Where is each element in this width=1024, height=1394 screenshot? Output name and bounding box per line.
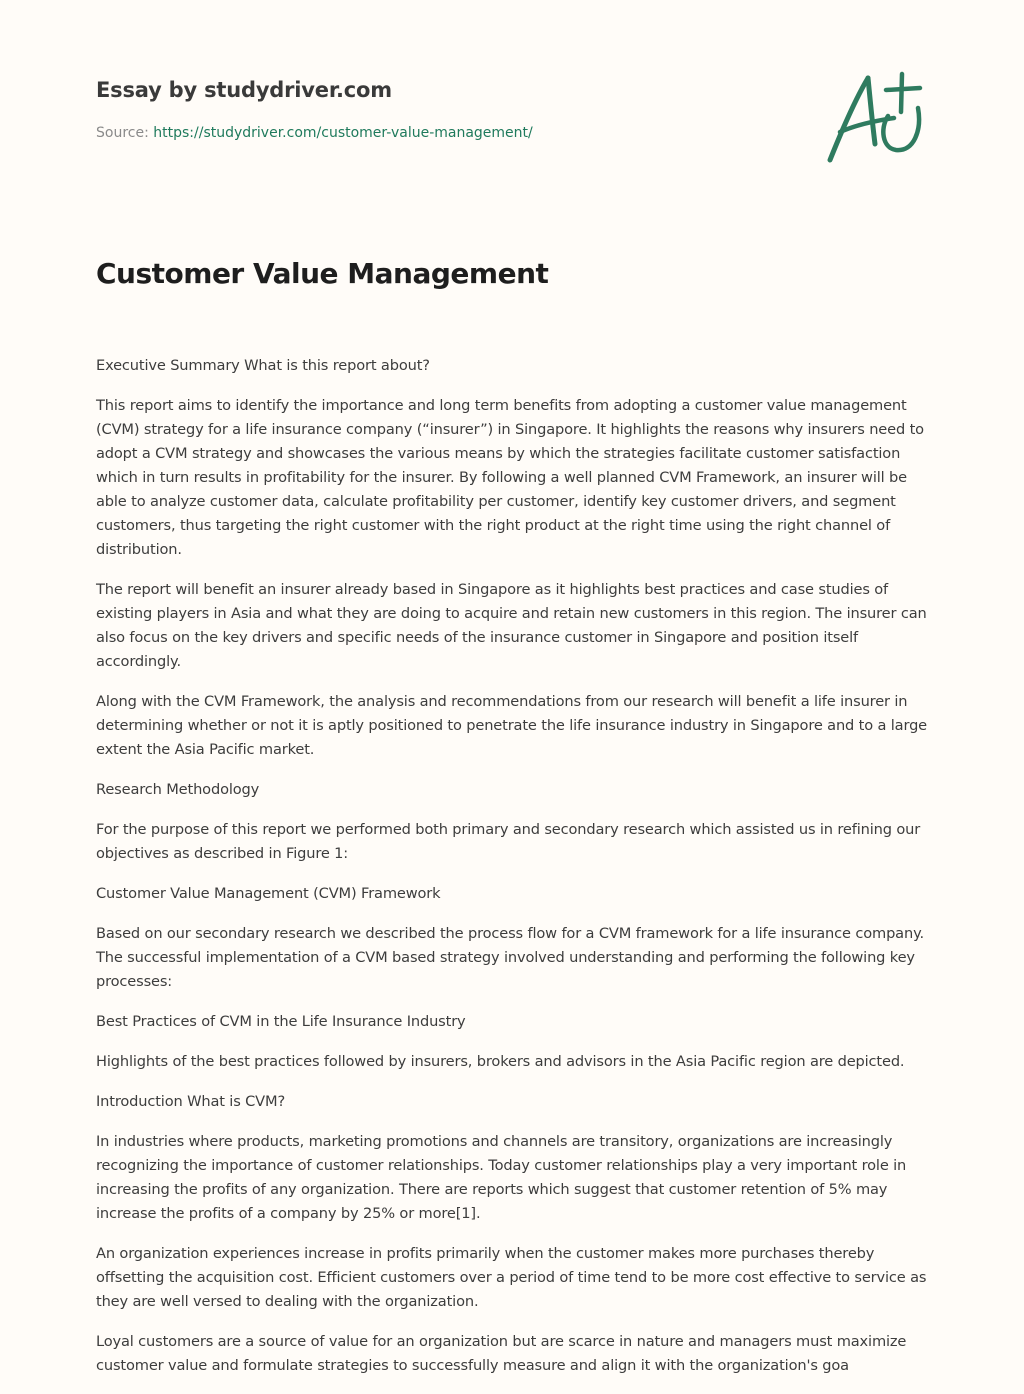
paragraph-loyal-customers: Loyal customers are a source of value for an organization but are scarce in nature and managers must maximize customer value and formulate strategies to successfully measure and align it with the organization's goa xyxy=(96,1333,907,1374)
paragraph-report-benefit: The report will benefit an insurer already based in Singapore as it highlights best practices and case studies of existing players in Asia and what they are doing to acquire and retain new customers in this region. The insurer can also focus on the key drivers and specific needs of the insurance customer in Singapore and position itself accordingly. xyxy=(96,581,927,670)
document-body xyxy=(96,354,932,1394)
header xyxy=(96,76,796,142)
a-plus-logo-icon xyxy=(822,68,926,164)
paragraph-best-practices-highlights: Highlights of the best practices followed by insurers, brokers and advisors in the Asia Pacific region are depicted. xyxy=(96,1053,905,1070)
paragraph-research-methodology-heading: Research Methodology xyxy=(96,781,260,798)
logo-text: A+ xyxy=(822,68,824,69)
document-title: Customer Value Management xyxy=(96,257,549,290)
paragraph-cvm-framework-heading: Customer Value Management (CVM) Framework xyxy=(96,885,441,902)
paragraph-cvm-framework-analysis: Along with the CVM Framework, the analysis and recommendations from our research will benefit a life insurer in determining whether or not it is aptly positioned to penetrate the life insurance industry in Singapore and to a large extent the Asia Pacific market. xyxy=(96,693,928,758)
source-link[interactable]: https://studydriver.com/customer-value-management/ xyxy=(153,125,533,141)
paragraph-customer-relationships: In industries where products, marketing promotions and channels are transitory, organizations are increasingly recognizing the importance of customer relationships. Today customer relationships play a very important role in increasing the profits of any organization. There are reports which suggest that customer retention of 5% may increase the profits of a company by 25% or more[1]. xyxy=(96,1133,907,1222)
paragraph-profit-increase: An organization experiences increase in profits primarily when the customer makes more purchases thereby offsetting the acquisition cost. Efficient customers over a period of time tend to be more cost effective to service as they are well versed to dealing with the organization. xyxy=(96,1245,927,1310)
paragraph-report-aims: This report aims to identify the importance and long term benefits from adopting a customer value management (CVM) strategy for a life insurance company (“insurer”) in Singapore. It highlights the reasons why insurers need to adopt a CVM strategy and showcases the various means by which the strategies facilitate customer satisfaction which in turn results in profitability for the insurer. By following a well planned CVM Framework, an insurer will be able to analyze customer data, calculate profitability per customer, identify key customer drivers, and segment customers, thus targeting the right customer with the right product at the right time using the right channel of distribution. xyxy=(96,397,924,558)
paragraph-executive-summary-heading: Executive Summary What is this report about? xyxy=(96,357,430,374)
paragraph-best-practices-heading: Best Practices of CVM in the Life Insurance Industry xyxy=(96,1013,466,1030)
paragraph-introduction-heading: Introduction What is CVM? xyxy=(96,1093,286,1110)
source-line xyxy=(96,124,796,142)
site-title: Essay by studydriver.com xyxy=(96,78,392,102)
source-label: Source: xyxy=(96,125,149,141)
paragraph-secondary-research: Based on our secondary research we described the process flow for a CVM framework for a life insurance company. The successful implementation of a CVM based strategy involved understanding and performing the following key processes: xyxy=(96,925,924,990)
paragraph-research-purpose: For the purpose of this report we performed both primary and secondary research which assisted us in refining our objectives as described in Figure 1: xyxy=(96,821,921,862)
